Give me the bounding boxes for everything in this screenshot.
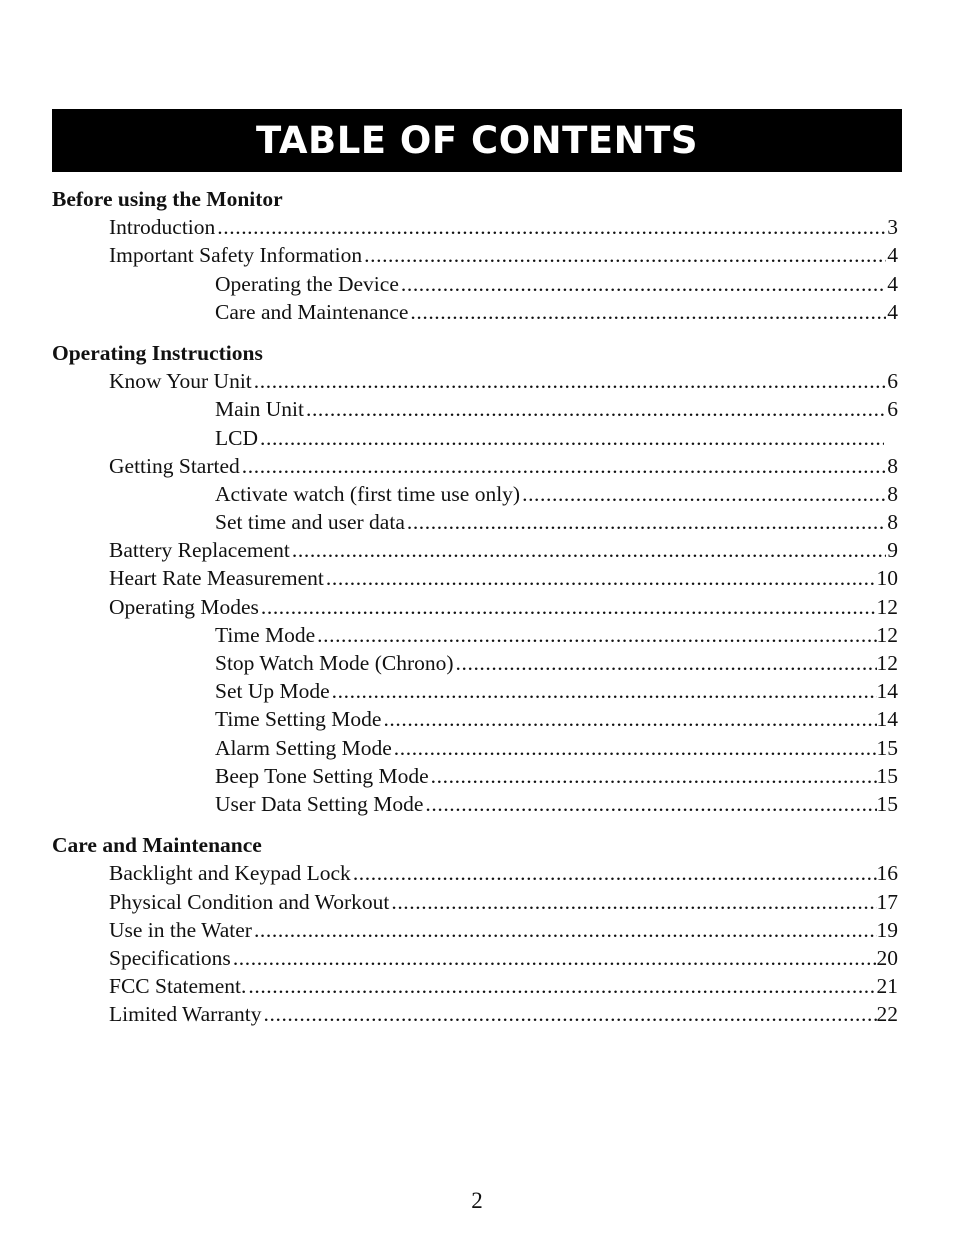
- toc-entry-page: 9: [887, 538, 898, 563]
- toc-entry-page: 3: [887, 215, 898, 240]
- toc-entry-page: 15: [876, 791, 898, 816]
- toc-entry-label: Specifications: [109, 945, 231, 970]
- toc-entry-label: Operating Modes: [109, 594, 259, 619]
- toc-entry-label: Set time and user data: [215, 510, 405, 535]
- toc-entry[interactable]: [52, 213, 898, 241]
- dot-leader: [423, 790, 876, 818]
- toc-entry-label: User Data Setting Mode: [215, 791, 424, 816]
- toc-entry[interactable]: [52, 972, 898, 1000]
- dot-leader: [290, 536, 886, 564]
- toc-entry[interactable]: [52, 888, 898, 916]
- title-banner: [52, 109, 902, 172]
- dot-leader: [381, 705, 876, 733]
- toc-entry-page: 14: [876, 679, 898, 704]
- toc-entry-page: 19: [876, 917, 898, 942]
- toc-entry-label: Getting Started: [109, 453, 240, 478]
- toc-entry-label: Stop Watch Mode (Chrono): [215, 651, 454, 675]
- toc-entry-page: 8: [887, 510, 898, 535]
- toc-entry[interactable]: [52, 298, 898, 326]
- toc-entry-label: Set Up Mode: [215, 679, 330, 704]
- toc-entry-label: Beep Tone Setting Mode: [215, 763, 429, 788]
- dot-leader: [454, 649, 877, 677]
- toc-entry-page: 4: [887, 299, 898, 324]
- toc-entry-label: Battery Replacement: [109, 538, 290, 563]
- page-title: TABLE OF CONTENTS: [256, 119, 698, 162]
- toc-entry[interactable]: [52, 424, 898, 452]
- dot-leader: [389, 888, 876, 916]
- toc-entry-page: 4: [887, 271, 898, 296]
- toc-entry-label: Important Safety Information: [109, 243, 363, 268]
- dot-leader: [246, 972, 876, 1000]
- page-number: 2: [471, 1188, 483, 1213]
- toc-entry-label: Backlight and Keypad Lock: [109, 861, 351, 886]
- toc-entry-page: 6: [887, 369, 898, 394]
- toc-entry[interactable]: [52, 790, 898, 818]
- toc-entry-page: 15: [876, 735, 898, 760]
- toc-entry-label: Activate watch (first time use only): [215, 481, 521, 506]
- dot-leader: [252, 916, 877, 944]
- dot-leader: [252, 367, 886, 395]
- toc-entry[interactable]: [52, 508, 898, 536]
- toc-entry-label: Main Unit: [215, 397, 304, 422]
- dot-leader: [362, 241, 886, 269]
- dot-leader: [215, 213, 886, 241]
- toc-entry-page: 12: [876, 594, 898, 619]
- toc-entry-page: 16: [876, 861, 898, 886]
- dot-leader: [408, 298, 886, 326]
- toc-entry-label: Alarm Setting Mode: [215, 735, 392, 760]
- dot-leader: [324, 564, 877, 592]
- toc-entry-label: FCC Statement.: [109, 974, 247, 999]
- dot-leader: [259, 593, 877, 621]
- toc-entry-label: Know Your Unit: [109, 369, 252, 394]
- dot-leader: [520, 480, 886, 508]
- toc-entry[interactable]: [52, 762, 898, 790]
- toc-entry[interactable]: [52, 564, 898, 592]
- section-heading: Operating Instructions: [52, 340, 263, 365]
- toc-entry[interactable]: [52, 593, 898, 621]
- toc-entry[interactable]: [52, 621, 898, 649]
- section-heading: Care and Maintenance: [52, 833, 262, 858]
- toc-entry-page: 8: [887, 481, 898, 506]
- dot-leader: [304, 395, 886, 423]
- toc-entry-page: 17: [876, 889, 898, 914]
- toc-entry-page: 4: [887, 243, 898, 268]
- table-of-contents: [52, 185, 898, 1041]
- dot-leader: [330, 677, 877, 705]
- toc-entry[interactable]: [52, 536, 898, 564]
- toc-entry[interactable]: [52, 452, 898, 480]
- dot-leader: [405, 508, 886, 536]
- toc-entry-page: 15: [876, 763, 898, 788]
- toc-entry[interactable]: [52, 1000, 898, 1028]
- toc-entry[interactable]: [52, 480, 898, 508]
- toc-entry[interactable]: [52, 677, 898, 705]
- toc-entry[interactable]: [52, 270, 898, 298]
- toc-entry-label: Introduction: [109, 215, 216, 240]
- dot-leader: [258, 424, 884, 452]
- toc-entry-label: Limited Warranty: [109, 1002, 262, 1027]
- toc-entry-page: 20: [876, 945, 898, 970]
- toc-section: [52, 339, 898, 818]
- dot-leader: [429, 762, 877, 790]
- toc-section: [52, 831, 898, 1028]
- toc-entry-page: 6: [887, 397, 898, 422]
- toc-entry-page: 12: [876, 651, 898, 675]
- toc-entry-page: 8: [887, 453, 898, 478]
- dot-leader: [231, 944, 877, 972]
- section-heading: Before using the Monitor: [52, 187, 283, 211]
- toc-entry-label: Time Mode: [215, 622, 316, 647]
- dot-leader: [262, 1000, 877, 1028]
- toc-entry-page: 14: [876, 707, 898, 732]
- toc-entry[interactable]: [52, 916, 898, 944]
- toc-entry-label: Physical Condition and Workout: [109, 889, 390, 914]
- toc-section: [52, 185, 898, 326]
- dot-leader: [351, 859, 877, 887]
- toc-entry-page: 22: [876, 1002, 898, 1027]
- toc-entry[interactable]: [52, 734, 898, 762]
- toc-entry-label: LCD: [215, 425, 258, 450]
- toc-entry-label: Operating the Device: [215, 271, 399, 296]
- toc-entry-label: Heart Rate Measurement: [109, 566, 324, 591]
- toc-entry[interactable]: [52, 649, 898, 677]
- toc-entry[interactable]: [52, 705, 898, 733]
- dot-leader: [315, 621, 876, 649]
- toc-entry[interactable]: [52, 859, 898, 887]
- toc-entry-label: Care and Maintenance: [215, 299, 409, 324]
- dot-leader: [240, 452, 886, 480]
- toc-entry[interactable]: [52, 944, 898, 972]
- toc-entry-label: Use in the Water: [109, 917, 252, 942]
- toc-entry-label: Time Setting Mode: [215, 707, 382, 732]
- toc-entry-page: 21: [876, 974, 898, 999]
- toc-entry-page: 12: [876, 622, 898, 647]
- toc-entry[interactable]: [52, 241, 898, 269]
- toc-entry[interactable]: [52, 367, 898, 395]
- toc-entry-page: 10: [876, 566, 898, 591]
- toc-entry[interactable]: [52, 395, 898, 423]
- dot-leader: [392, 734, 877, 762]
- dot-leader: [399, 270, 886, 298]
